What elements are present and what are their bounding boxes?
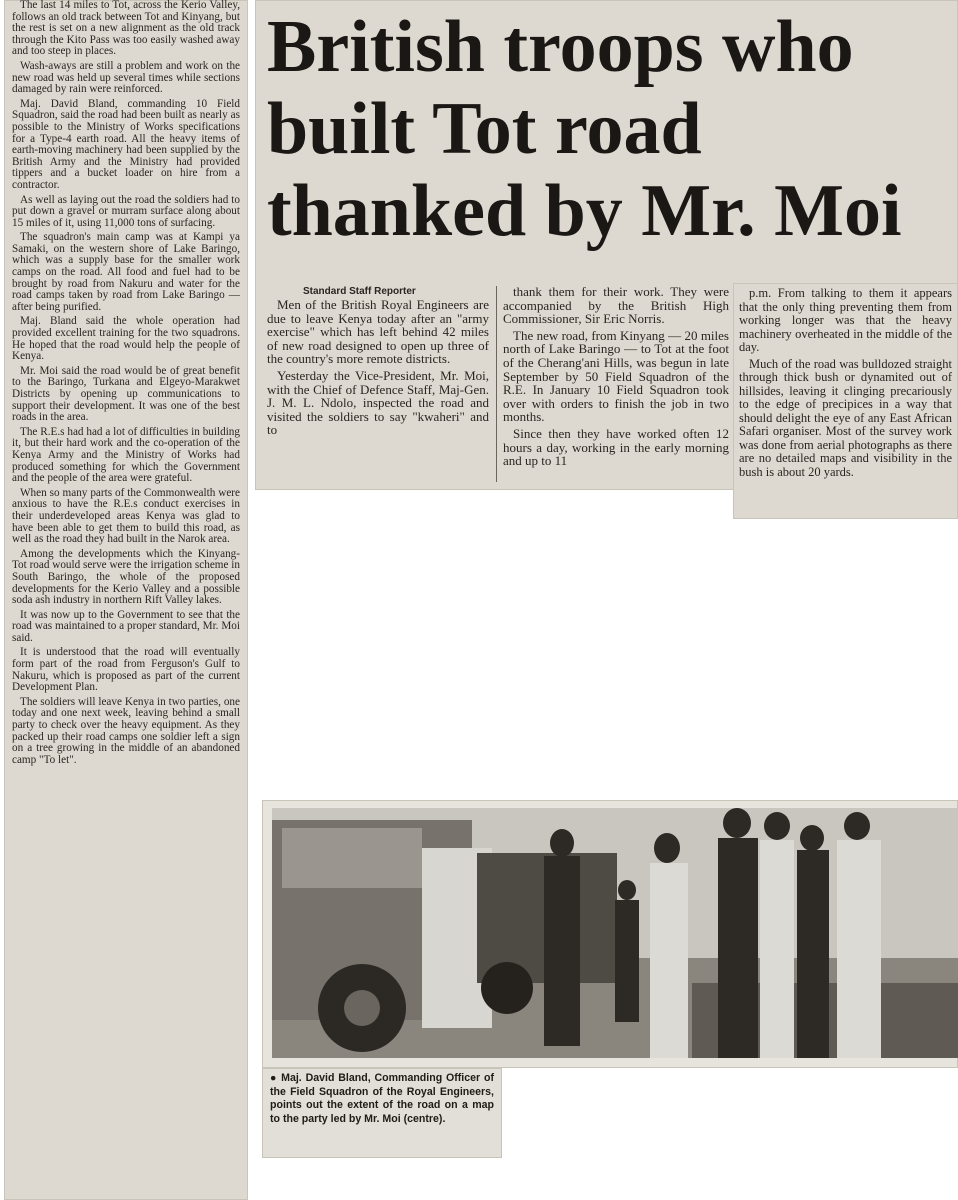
paragraph: It is understood that the road will eventually form part of the road from Ferguson's Gulf to Nakuru, which is proposed as part of the current Development Plan. [12, 646, 240, 694]
paragraph: The R.E.s had had a lot of difficulties in building it, but their hard work and the co-operation of the Kenya Army and the Ministry of Works had produced something for which the Government and the people of the area were grateful. [12, 425, 240, 485]
paragraph: The new road, from Kinyang — 20 miles north of Lake Baringo — to Tot at the foot of the Cherang'ani Hills, was begun in late September by 50 Field Squadron of the R.E. In January 10 Field Squadron took over with orders to finish the job in two months. [503, 327, 729, 425]
paragraph: Much of the road was bulldozed straight through thick bush or dynamited out of hillsides, leaving it clinging precariously to the edge of precipices in a way that should delight the eye of any East African Safari organiser. Most of the survey work was done from aerial photographs as there are no detailed maps and visibility in the bush is about 20 yards. [739, 356, 952, 479]
paragraph: Since then they have worked often 12 hours a day, working in the early morning and up to 11 [503, 425, 729, 469]
photo-clipping [262, 800, 958, 1068]
paragraph: Men of the British Royal Engineers are due to leave Kenya today after an "army exercise" which has left behind 42 miles of new road designed to open up three of the country's more remote districts. [267, 297, 489, 367]
paragraph: The soldiers will leave Kenya in two parties, one today and one next week, leaving behind a small party to check over the heavy equipment. As they packed up their road camps one soldier left a sign on a tree growing in the middle of an abandoned camp "To let". [12, 695, 240, 766]
photo-caption: ● Maj. David Bland, Commanding Officer of the Field Squadron of the Royal Engineers, points out the extent of the road on a map to the party led by Mr. Moi (centre). [270, 1072, 494, 1125]
paragraph: thank them for their work. They were accompanied by the British High Commissioner, Sir Eric Norris. [503, 284, 729, 327]
paragraph: Among the developments which the Kinyang-Tot road would serve were the irrigation scheme in South Baringo, the whole of the proposed developments for the Kerio Valley and a possible soda ash industry in northern Rift Valley lakes. [12, 547, 240, 607]
photo-illustration [272, 808, 958, 1058]
article-column-2 [503, 285, 729, 471]
article-column-1 [267, 298, 489, 440]
photo-caption-clipping [262, 1068, 502, 1158]
paragraph: Maj. David Bland, commanding 10 Field Squadron, said the road had been built as nearly as possible to the Ministry of Works specifications for a Type-4 earth road. All the heavy items of earth-moving machinery had been supplied by the British Army and the Ministry had provided tippers and a bucket loader on hire from a contractor. [12, 97, 240, 191]
paragraph: Maj. Bland said the whole operation had provided excellent training for the two squadrons. He hoped that the road would help the people of Kenya. [12, 315, 240, 363]
paragraph: The squadron's main camp was at Kampi ya Samaki, on the western shore of Lake Baringo, which was a supply base for the smaller work camps on the road. All food and fuel had to be brought by road from Nakuru and water for the road camps taken by road from Lake Baringo — after being purified. [12, 231, 240, 313]
byline: Standard Staff Reporter [303, 286, 416, 297]
continuation-clipping [733, 283, 958, 519]
paragraph: It was now up to the Government to see that the road was maintained to a proper standard, Mr. Moi said. [12, 608, 240, 644]
paragraph: The last 14 miles to Tot, across the Kerio Valley, follows an old track between Tot and Kinyang, but the rest is set on a new alignment as the old track through the Kito Pass was too easily washed away and too steep in places. [12, 0, 240, 58]
column-divider [496, 286, 497, 482]
paragraph: As well as laying out the road the soldiers had to put down a gravel or murram surface along about 15 miles of it, using 11,000 tons of surfacing. [12, 193, 240, 229]
left-column-clipping [4, 0, 248, 1200]
news-photograph [272, 808, 958, 1058]
paragraph: When so many parts of the Commonwealth were anxious to have the R.E.s conduct exercises in their underdeveloped areas Kenya was glad to have been able to get them to build this road, as well as the road they had built in the Narok area. [12, 486, 240, 546]
paragraph: Yesterday the Vice-President, Mr. Moi, with the Chief of Defence Staff, Maj-Gen. J. M. L. Ndolo, inspected the road and visited the soldiers to say "kwaheri" and to [267, 367, 489, 438]
headline: British troops who built Tot road thanked by Mr. Moi [267, 6, 902, 252]
paragraph: p.m. From talking to them it appears that the only thing preventing them from working longer was that the heavy machinery overheated in the middle of the day. [739, 286, 952, 354]
left-column-text [12, 0, 240, 766]
paragraph: Wash-aways are still a problem and work on the new road was held up several times while sections damaged by rain were reinforced. [12, 59, 240, 96]
paragraph: Mr. Moi said the road would be of great benefit to the Baringo, Turkana and Elgeyo-Marakwet Districts by opening up communications to support their development. It was one of the best roads in the area. [12, 364, 240, 424]
